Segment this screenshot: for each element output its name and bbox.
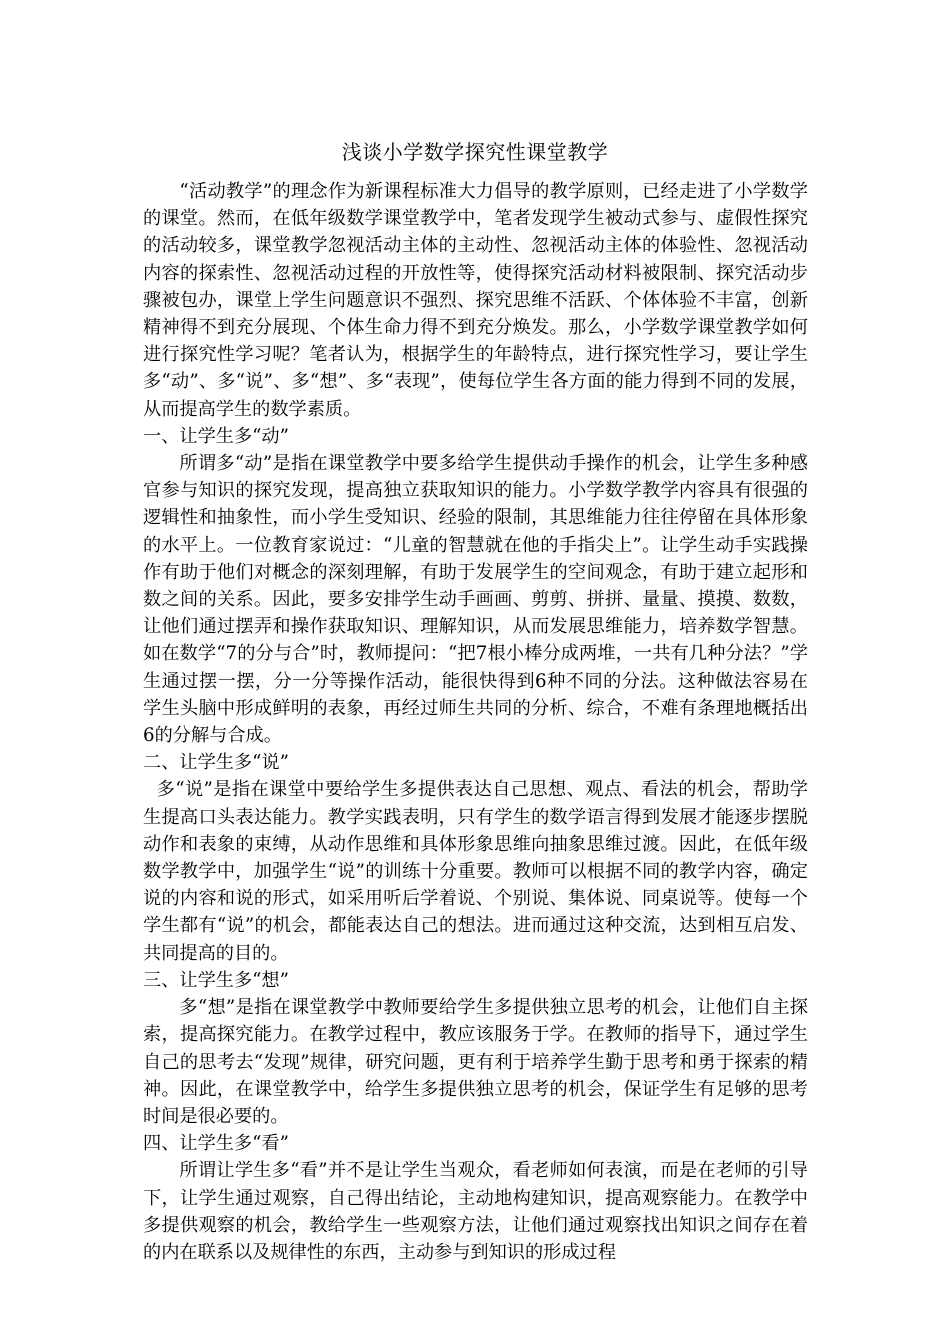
section-heading-3: 三、让学生多“想” <box>143 969 289 991</box>
intro-paragraph: “活动教学”的理念作为新课程标准大力倡导的教学原则，已经走进了小学数学的课堂。然而，在低年级数学课堂教学中，笔者发现学生被动式参与、虚假性探究的活动较多，课堂教学忽视活动主体的主动性、忽视活动主体的体验性、忽视活动内容的探索性、忽视活动过程的开放性等，使得探究活动材料被限制、探究活动步骤被包办，课堂上学生问题意识不强烈、探究思维不活跃、个体体验不丰富，创新精神得不到充分展现、个体生命力得不到充分焕发。那么，小学数学课堂教学如何进行探究性学习呢？笔者认为，根据学生的年龄特点，进行探究性学习，要让学生多“动”、多“说”、多“想”、多“表现”，使每位学生各方面的能力得到不同的发展，从而提高学生的数学素质。 <box>143 181 808 420</box>
section-paragraph-3: 多“想”是指在课堂教学中教师要给学生多提供独立思考的机会，让他们自主探索，提高探究能力。在教学过程中，教应该服务于学。在教师的指导下，通过学生自己的思考去“发现”规律，研究问题，更有利于培养学生勤于思考和勇于探索的精神。因此，在课堂教学中，给学生多提供独立思考的机会，保证学生有足够的思考时间是很必要的。 <box>143 997 808 1127</box>
document-body <box>143 178 808 1266</box>
section-paragraph-2: 多“说”是指在课堂中要给学生多提供表达自己思想、观点、看法的机会，帮助学生提高口头表达能力。教学实践表明，只有学生的数学语言得到发展才能逐步摆脱动作和表象的束缚，从动作思维和具体形象思维向抽象思维过渡。因此，在低年级数学教学中，加强学生“说”的训练十分重要。教师可以根据不同的教学内容，确定说的内容和说的形式，如采用听后学着说、个别说、集体说、同桌说等。使每一个学生都有“说”的机会，都能表达自己的想法。进而通过这种交流，达到相互启发、共同提高的目的。 <box>143 779 808 964</box>
section-heading-4: 四、让学生多“看” <box>143 1133 289 1155</box>
page-title: 浅谈小学数学探究性课堂教学 <box>341 140 609 164</box>
section-paragraph-4: 所谓让学生多“看”并不是让学生当观众，看老师如何表演，而是在老师的引导下，让学生通过观察，自己得出结论，主动地构建知识，提高观察能力。在教学中多提供观察的机会，教给学生一些观察方法，让他们通过观察找出知识之间存在着的内在联系以及规律性的东西，主动参与到知识的形成过程 <box>143 1160 808 1263</box>
section-heading-1: 一、让学生多“动” <box>143 425 289 447</box>
section-paragraph-1: 所谓多“动”是指在课堂教学中要多给学生提供动手操作的机会，让学生多种感官参与知识的探究发现，提高独立获取知识的能力。小学数学教学内容具有很强的逻辑性和抽象性，而小学生受知识、经验的限制，其思维能力往往停留在具体形象的水平上。一位教育家说过：“儿童的智慧就在他的手指尖上”。让学生动手实践操作有助于他们对概念的深刻理解，有助于发展学生的空间观念，有助于建立起形和数之间的关系。因此，要多安排学生动手画画、剪剪、拼拼、量量、摸摸、数数，让他们通过摆弄和操作获取知识、理解知识，从而发展思维能力，培养数学智慧。如在数学“7的分与合”时，教师提问：“把7根小棒分成两堆，一共有几种分法？”学生通过摆一摆，分一分等操作活动，能很快得到6种不同的分法。这种做法容易在学生头脑中形成鲜明的表象，再经过师生共同的分析、综合，不难有条理地概括出6的分解与合成。 <box>143 453 808 747</box>
section-heading-2: 二、让学生多“说” <box>143 752 289 774</box>
